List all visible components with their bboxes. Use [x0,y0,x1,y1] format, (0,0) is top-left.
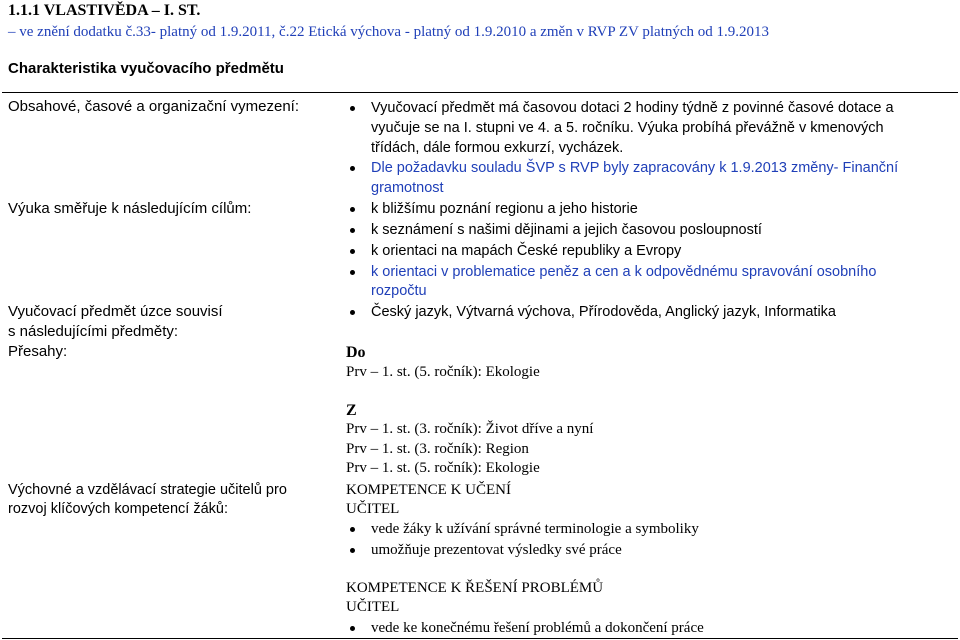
list-item-line: vyučuje se na I. stupni ve 4. a 5. ročníku. Výuka probíhá převážně v kmenových [371,120,884,136]
bullet [350,310,355,315]
list-item-line: k orientaci v problematice peněz a cen a k odpovědnému spravování osobního [371,264,877,280]
overlap-head-do: Do [346,344,366,361]
list-item-line: Vyučovací předmět má časovou dotaci 2 hodiny týdně z povinné časové dotace a [371,100,894,116]
overlap-line: Prv – 1. st. (5. ročník): Ekologie [346,460,540,476]
section-heading: Charakteristika vyučovacího předmětu [8,60,284,77]
row-label-strategies: Výchovné a vzdělávací strategie učitelů pro [8,482,287,498]
overlap-line: Prv – 1. st. (3. ročník): Život dříve a nyní [346,421,594,437]
list-item-line: třídách, dále formou exkurzí, vycházek. [371,140,624,156]
bullet [350,527,355,532]
table-bottom-border [2,638,958,639]
competence-title: KOMPETENCE K ŘEŠENÍ PROBLÉMŮ [346,580,604,596]
row-label-overlaps: Přesahy: [8,343,68,360]
bullet [350,228,355,233]
bullet [350,270,355,275]
competence-who: UČITEL [346,599,400,615]
list-item-line: k seznámení s našimi dějinami a jejich časovou posloupností [371,222,762,238]
list-item-line: Dle požadavku souladu ŠVP s RVP byly zapracovány k 1.9.2013 změny- Finanční [371,160,899,176]
row-label-strategies-2: rozvoj klíčových kompetencí žáků: [8,501,229,517]
table-top-border [2,92,958,93]
row-label-related-subjects: Vyučovací předmět úzce souvisí [8,303,223,320]
row-label-scope: Obsahové, časové a organizační vymezení: [8,98,299,115]
document-title: 1.1.1 VLASTIVĚDA – I. ST. [8,2,201,19]
document-subtitle: – ve znění dodatku č.33- platný od 1.9.2011, č.22 Etická výchova - platný od 1.9.2010 a změn v RVP ZV platných od 1.9.2013 [8,24,770,40]
row-label-goals: Výuka směřuje k následujícím cílům: [8,200,252,217]
overlap-line: Prv – 1. st. (3. ročník): Region [346,441,529,457]
competence-item: umožňuje prezentovat výsledky své práce [371,542,622,558]
list-item-line: gramotnost [371,180,444,196]
bullet [350,548,355,553]
list-item-line: k bližšímu poznání regionu a jeho historie [371,201,638,217]
overlap-head-z: Z [346,402,357,419]
competence-who: UČITEL [346,501,400,517]
competence-item: vede žáky k užívání správné terminologie a symboliky [371,521,699,537]
competence-title: KOMPETENCE K UČENÍ [346,482,511,498]
bullet [350,249,355,254]
bullet [350,626,355,631]
list-item-line: Český jazyk, Výtvarná výchova, Přírodověda, Anglický jazyk, Informatika [371,304,836,320]
competence-item: vede ke konečnému řešení problémů a dokončení práce [371,620,704,636]
list-item-line: rozpočtu [371,283,427,299]
bullet [350,106,355,111]
overlap-line: Prv – 1. st. (5. ročník): Ekologie [346,364,540,380]
bullet [350,207,355,212]
bullet [350,166,355,171]
list-item-line: k orientaci na mapách České republiky a Evropy [371,243,682,259]
row-label-related-subjects-2: s následujícími předměty: [8,323,179,340]
